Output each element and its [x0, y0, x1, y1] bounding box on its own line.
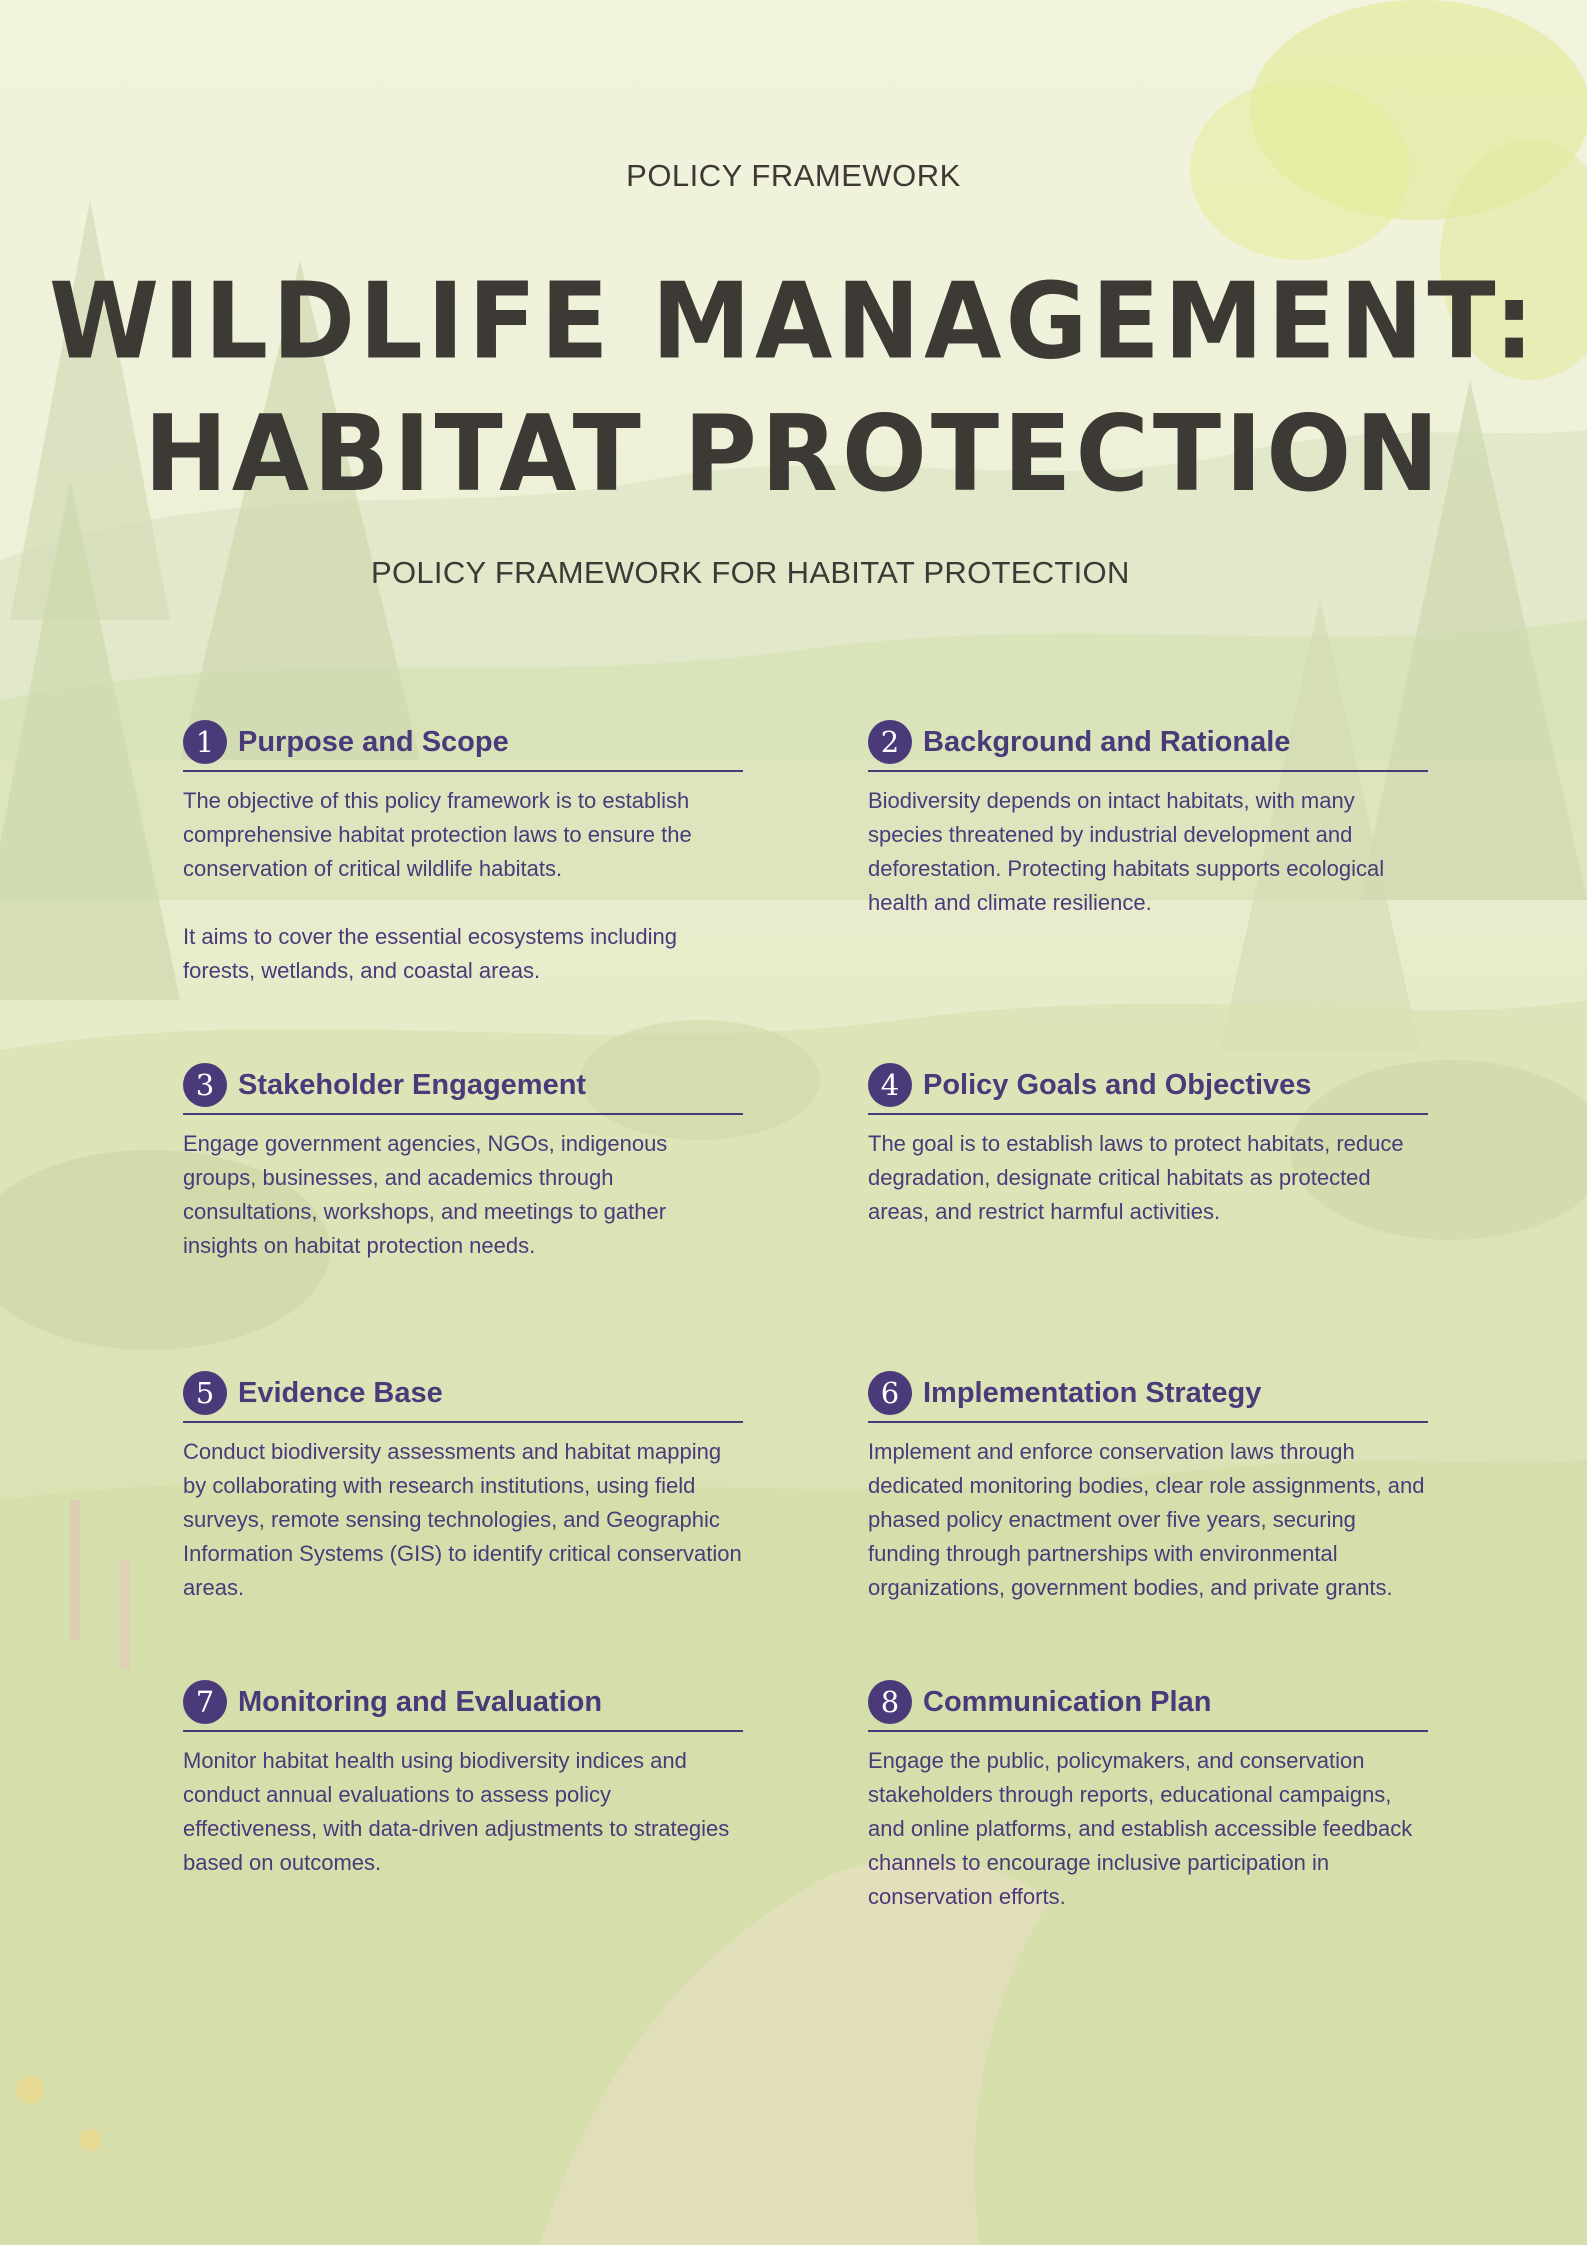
section-body	[868, 1127, 1428, 1229]
section-body	[868, 1744, 1428, 1914]
section-background-and-rationale	[868, 718, 1428, 920]
section-paragraph: Monitor habitat health using biodiversity indices and conduct annual evaluations to assess policy effectiveness, with data-driven adjustments to strategies based on outcomes.	[183, 1748, 730, 1875]
section-paragraph: Engage government agencies, NGOs, indigenous groups, businesses, and academics through consultations, workshops, and meetings to gather insights on habitat protection needs.	[183, 1131, 668, 1258]
section-title: Purpose and Scope	[238, 725, 509, 758]
section-paragraph: Engage the public, policymakers, and conservation stakeholders through reports, educational campaigns, and online platforms, and establish accessible feedback channels to encourage inclusive participation in conservation efforts.	[868, 1748, 1413, 1909]
section-header	[183, 1678, 743, 1732]
section-paragraph: The goal is to establish laws to protect habitats, reduce degradation, designate critical habitats as protected areas, and restrict harmful activities.	[868, 1131, 1404, 1224]
document-title	[0, 256, 1587, 521]
section-number-badge: 4	[868, 1063, 912, 1107]
section-policy-goals-and-objectives	[868, 1061, 1428, 1229]
section-paragraph: It aims to cover the essential ecosystems including forests, wetlands, and coastal areas.	[183, 924, 678, 983]
section-number-badge: 1	[183, 720, 227, 764]
section-number-badge: 8	[868, 1680, 912, 1724]
section-title: Communication Plan	[923, 1685, 1212, 1718]
section-title: Stakeholder Engagement	[238, 1068, 587, 1101]
section-body	[868, 1435, 1428, 1605]
section-paragraph: Implement and enforce conservation laws through dedicated monitoring bodies, clear role assignments, and phased policy enactment over five years, securing funding through partnerships with environmental organizations, government bodies, and private grants.	[868, 1439, 1425, 1600]
section-header	[868, 1061, 1428, 1115]
section-header	[868, 718, 1428, 772]
section-number-badge: 7	[183, 1680, 227, 1724]
title-line-2: HABITAT PROTECTION	[144, 392, 1443, 516]
title-line-1: WILDLIFE MANAGEMENT:	[48, 259, 1539, 383]
section-title: Evidence Base	[238, 1376, 443, 1409]
section-title: Background and Rationale	[923, 725, 1291, 758]
section-header	[868, 1678, 1428, 1732]
section-communication-plan	[868, 1678, 1428, 1914]
section-monitoring-and-evaluation	[183, 1678, 743, 1880]
section-title: Monitoring and Evaluation	[238, 1685, 603, 1718]
section-paragraph: Conduct biodiversity assessments and habitat mapping by collaborating with research institutions, using field surveys, remote sensing technologies, and Geographic Information Systems (GIS) to identify critical conservation areas.	[183, 1439, 742, 1600]
section-body	[183, 1744, 743, 1880]
section-header	[183, 1369, 743, 1423]
section-body	[183, 1435, 743, 1605]
section-body	[868, 784, 1428, 920]
section-header	[868, 1369, 1428, 1423]
section-header	[183, 1061, 743, 1115]
section-number-badge: 6	[868, 1371, 912, 1415]
section-number-badge: 2	[868, 720, 912, 764]
section-implementation-strategy	[868, 1369, 1428, 1605]
section-number-badge: 3	[183, 1063, 227, 1107]
document-eyebrow: POLICY FRAMEWORK	[626, 158, 961, 193]
section-purpose-and-scope	[183, 718, 743, 988]
document-subtitle: POLICY FRAMEWORK FOR HABITAT PROTECTION	[371, 555, 1130, 590]
section-evidence-base	[183, 1369, 743, 1605]
section-stakeholder-engagement	[183, 1061, 743, 1263]
section-header	[183, 718, 743, 772]
section-body	[183, 784, 743, 988]
section-title: Implementation Strategy	[923, 1376, 1262, 1409]
section-paragraph: Biodiversity depends on intact habitats, with many species threatened by industrial development and deforestation. Protecting habitats supports ecological health and climate resilience.	[868, 788, 1385, 915]
section-title: Policy Goals and Objectives	[923, 1068, 1312, 1101]
section-body	[183, 1127, 743, 1263]
section-number-badge: 5	[183, 1371, 227, 1415]
section-paragraph: The objective of this policy framework is to establish comprehensive habitat protection laws to ensure the conservation of critical wildlife habitats.	[183, 788, 692, 881]
